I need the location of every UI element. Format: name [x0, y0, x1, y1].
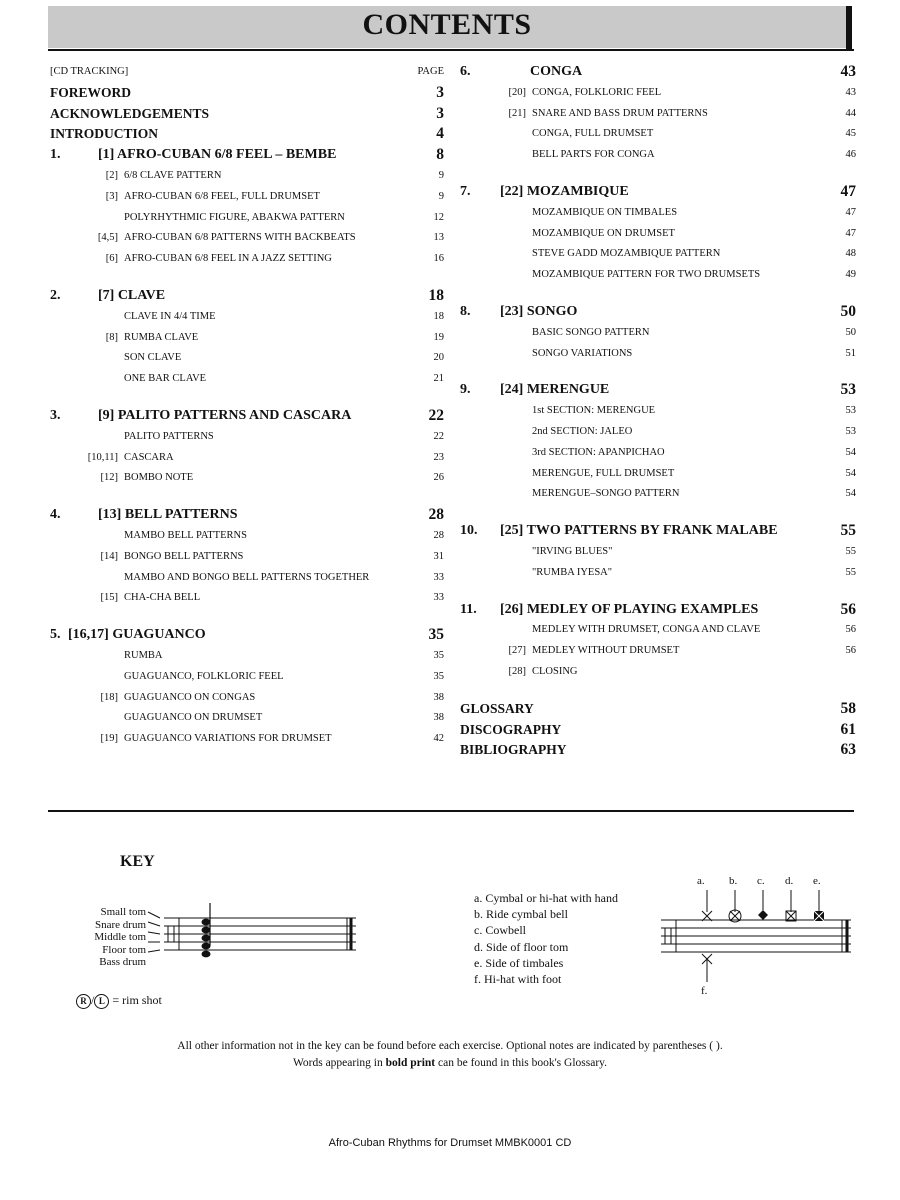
toc-sub-row [50, 249, 444, 270]
toc-sub-row [460, 422, 856, 443]
key-note-bold: bold print [385, 1057, 436, 1069]
section-title: GUAGUANCO ON CONGAS [124, 691, 256, 703]
page-number: 33 [433, 571, 444, 583]
cd-track-number: [15] [100, 592, 118, 604]
toc-chapter-row [460, 302, 856, 323]
key-note-text: can be found in this book's Glossary. [435, 1057, 608, 1069]
section-title: CLOSING [532, 665, 578, 677]
toc-sub-row [460, 145, 856, 166]
toc-sub-row [50, 667, 444, 688]
cd-tracking-label: [CD TRACKING] [50, 66, 129, 77]
toc-right-column [460, 62, 856, 761]
toc-sub-row [460, 224, 856, 245]
key-note-line [0, 1055, 900, 1072]
chapter-number: 2. [50, 287, 61, 303]
toc-chapter-row [460, 62, 856, 83]
drum-staff-key [146, 898, 361, 978]
toc-chapter-row [460, 600, 856, 621]
section-title: 1st SECTION: MERENGUE [532, 405, 656, 417]
toc-chapter-row [460, 521, 856, 542]
head-title: INTRODUCTION [50, 126, 159, 142]
drum-label: Middle tom [94, 931, 146, 943]
chapter-title: [26] MEDLEY OF PLAYING EXAMPLES [500, 601, 759, 617]
cymbal-legend [474, 890, 618, 987]
section-title: MERENGUE, FULL DRUMSET [532, 467, 675, 479]
chapter-title: CONGA [530, 64, 583, 79]
page-number: 63 [840, 741, 856, 759]
toc-sub-row [50, 187, 444, 208]
cd-track-number: [28] [508, 665, 526, 677]
toc-sub-row [460, 104, 856, 125]
section-title: RUMBA [124, 649, 163, 661]
key-note-line: All other information not in the key can be found before each exercise. Optional notes are indicated by parentheses ( ). [177, 1040, 723, 1052]
toc-sub-row [460, 662, 856, 683]
section-title: MAMBO BELL PATTERNS [124, 529, 247, 541]
key-title: KEY [120, 853, 155, 870]
toc-sub-row [50, 468, 444, 489]
section-title: BONGO BELL PATTERNS [124, 550, 244, 562]
page-number: 21 [433, 373, 444, 385]
toc-sub-row [460, 401, 856, 422]
section-title: AFRO-CUBAN 6/8 FEEL IN A JAZZ SETTING [124, 253, 332, 265]
chapter-title: [13] BELL PATTERNS [98, 507, 238, 523]
section-title: "IRVING BLUES" [532, 545, 613, 557]
cd-track-number: [19] [100, 733, 118, 745]
toc-sub-row [50, 307, 444, 328]
section-title: STEVE GADD MOZAMBIQUE PATTERN [532, 248, 721, 260]
chapter-title: [25] TWO PATTERNS BY FRANK MALABE [500, 523, 778, 539]
cd-track-number: [18] [100, 691, 118, 703]
page-number: 56 [845, 624, 856, 636]
section-title: GUAGUANCO VARIATIONS FOR DRUMSET [124, 733, 332, 745]
section-title: CHA-CHA BELL [124, 592, 201, 604]
chapter-title: [22] MOZAMBIQUE [500, 183, 629, 199]
chapter-title: [16,17] GUAGUANCO [68, 627, 206, 643]
section-title: SONGO VARIATIONS [532, 347, 633, 359]
toc-sub-row [50, 208, 444, 229]
toc-sub-row [460, 265, 856, 286]
rim-shot-key: R / L = rim shot [76, 993, 162, 1009]
cd-track-number: [27] [508, 645, 526, 657]
footer-text: Afro-Cuban Rhythms for Drumset MMBK0001 CD [328, 1137, 572, 1149]
cd-track-number: [3] [105, 190, 118, 202]
section-title: GUAGUANCO ON DRUMSET [124, 712, 263, 724]
page-column-label: PAGE [417, 66, 444, 77]
legend-item: b. Ride cymbal bell [474, 907, 568, 922]
toc-head-row [50, 83, 444, 104]
toc-sub-row [50, 729, 444, 750]
toc-chapter-row [50, 406, 444, 427]
staff-letter: a. [697, 875, 705, 887]
section-title: CONGA, FULL DRUMSET [532, 128, 654, 140]
page-number: 16 [433, 253, 444, 265]
page-number: 38 [433, 712, 444, 724]
page-number: 47 [840, 182, 856, 200]
section-title: MAMBO AND BONGO BELL PATTERNS TOGETHER [124, 571, 370, 583]
page-number: 3 [436, 104, 444, 122]
toc-chapter-row [50, 505, 444, 526]
drum-label: Small tom [100, 906, 146, 918]
head-title: BIBLIOGRAPHY [460, 742, 567, 758]
toc-sub-row [460, 620, 856, 641]
section-title: MOZAMBIQUE PATTERN FOR TWO DRUMSETS [532, 269, 761, 281]
section-title: BELL PARTS FOR CONGA [532, 149, 655, 161]
chapter-title: [7] CLAVE [98, 287, 166, 303]
page-number: 56 [840, 600, 856, 618]
chapter-title: [23] SONGO [500, 303, 578, 319]
page-number: 31 [433, 550, 444, 562]
toc-sub-row [50, 166, 444, 187]
page-number: 55 [840, 522, 856, 540]
legend-item: d. Side of floor tom [474, 939, 569, 954]
page-number: 61 [840, 720, 856, 738]
page-number: 55 [845, 545, 856, 557]
page-number: 35 [433, 649, 444, 661]
head-title: ACKNOWLEDGEMENTS [50, 105, 210, 121]
page-number: 9 [438, 169, 444, 181]
toc-chapter-row [50, 625, 444, 646]
section-title: MERENGUE–SONGO PATTERN [532, 488, 680, 500]
staff-letter: c. [757, 875, 765, 887]
toc-sub-row [460, 484, 856, 505]
page-number: 54 [845, 467, 856, 479]
drum-label: Snare drum [94, 918, 146, 931]
toc-sub-row [50, 708, 444, 729]
chapter-title: [9] PALITO PATTERNS AND CASCARA [98, 407, 352, 423]
page-number: 47 [845, 227, 856, 239]
chapter-number: 9. [460, 382, 471, 398]
rim-shot-right-symbol: R [76, 994, 91, 1009]
page-number: 53 [845, 405, 856, 417]
rim-shot-left-symbol: L [94, 994, 109, 1009]
legend-item: c. Cowbell [474, 923, 526, 938]
toc-sub-row [50, 526, 444, 547]
page-number: 55 [845, 566, 856, 578]
toc-head-row [460, 740, 856, 761]
chapter-number: 7. [460, 183, 471, 199]
cd-track-number: [2] [105, 169, 118, 181]
page-title: CONTENTS [362, 8, 532, 41]
page-number: 42 [433, 733, 444, 745]
page-number: 28 [433, 529, 444, 541]
toc-head-row [50, 104, 444, 125]
page-number: 53 [840, 381, 856, 399]
page-number: 22 [433, 430, 444, 442]
drum-labels [72, 906, 146, 969]
section-title: CONGA, FOLKLORIC FEEL [532, 86, 662, 98]
legend-item: a. Cymbal or hi-hat with hand [474, 891, 618, 905]
page-number: 20 [433, 352, 444, 364]
staff-letter: b. [729, 875, 738, 887]
page-number: 58 [840, 699, 856, 717]
page-number: 50 [845, 326, 856, 338]
key-note-text: Words appearing in [292, 1057, 386, 1069]
page-number: 8 [436, 146, 444, 164]
rim-shot-label: = rim shot [109, 993, 162, 1007]
page-number: 43 [845, 86, 856, 98]
section-title: 6/8 CLAVE PATTERN [124, 169, 222, 181]
page-number: 43 [840, 63, 856, 80]
toc-sub-row [50, 547, 444, 568]
toc-sub-row [50, 448, 444, 469]
toc-chapter-row [50, 286, 444, 307]
chapter-number: 10. [460, 523, 478, 539]
toc-sub-row [50, 369, 444, 390]
page-number: 38 [433, 691, 444, 703]
section-title: MOZAMBIQUE ON DRUMSET [532, 227, 675, 239]
page-number: 26 [433, 472, 444, 484]
section-title: GUAGUANCO, FOLKLORIC FEEL [124, 670, 284, 682]
toc-sub-row [460, 203, 856, 224]
toc-chapter-row [460, 182, 856, 203]
toc-sub-row [460, 464, 856, 485]
section-title: PALITO PATTERNS [124, 430, 214, 442]
page-number: 45 [845, 128, 856, 140]
toc-sub-row [50, 228, 444, 249]
staff-letter: e. [813, 875, 821, 887]
section-title: 3rd SECTION: APANPICHAO [532, 446, 665, 458]
head-title: GLOSSARY [460, 700, 534, 716]
page-number: 35 [428, 626, 444, 644]
section-divider [48, 810, 854, 812]
staff-letter: d. [785, 875, 794, 887]
head-title: DISCOGRAPHY [460, 721, 562, 737]
page-number: 12 [433, 211, 444, 223]
page-number: 47 [845, 206, 856, 218]
toc-chapter-row [460, 380, 856, 401]
section-title: BASIC SONGO PATTERN [532, 326, 650, 338]
page-number: 22 [428, 406, 444, 424]
cd-track-number: [8] [105, 331, 118, 343]
key-notes [0, 1038, 900, 1072]
section-title: CLAVE IN 4/4 TIME [124, 310, 216, 322]
chapter-number: 6. [460, 64, 471, 79]
page-number: 51 [845, 347, 856, 359]
cd-track-number: [20] [508, 86, 526, 98]
head-title: FOREWORD [50, 84, 131, 100]
cd-track-number: [10,11] [87, 451, 118, 463]
cd-track-number: [21] [508, 107, 526, 119]
page-number: 35 [433, 670, 444, 682]
page-number: 4 [436, 125, 444, 143]
legend-item: f. Hi-hat with foot [474, 972, 562, 987]
toc-sub-row [460, 443, 856, 464]
toc-sub-row [460, 244, 856, 265]
page-number: 50 [840, 302, 856, 320]
toc-sub-row [460, 563, 856, 584]
chapter-title: [24] MERENGUE [500, 382, 610, 398]
cd-track-number: [12] [100, 472, 118, 484]
page-number: 56 [845, 645, 856, 657]
chapter-number: 5. [50, 627, 61, 643]
cd-track-number: [6] [105, 253, 118, 265]
toc-sub-row [460, 344, 856, 365]
section-title: AFRO-CUBAN 6/8 FEEL, FULL DRUMSET [124, 190, 320, 202]
page-number: 13 [433, 232, 444, 244]
section-title: MEDLEY WITH DRUMSET, CONGA AND CLAVE [532, 624, 761, 636]
chapter-number: 4. [50, 507, 61, 523]
page-number: 53 [845, 425, 856, 437]
section-title: SNARE AND BASS DRUM PATTERNS [532, 107, 708, 119]
chapter-number: 8. [460, 303, 471, 319]
page-number: 33 [433, 592, 444, 604]
page-number: 18 [433, 310, 444, 322]
toc-left-column [50, 62, 444, 750]
page-number: 19 [433, 331, 444, 343]
toc-sub-row [460, 83, 856, 104]
toc-sub-row [460, 641, 856, 662]
toc-chapter-row [50, 145, 444, 166]
drum-label: Floor tom [102, 943, 146, 956]
toc-sub-row [50, 328, 444, 349]
toc-sub-row [50, 427, 444, 448]
section-title: MEDLEY WITHOUT DRUMSET [532, 645, 680, 657]
page-number: 3 [436, 83, 444, 101]
cd-track-number: [4,5] [97, 232, 118, 244]
chapter-number: 3. [50, 407, 61, 423]
page-number: 18 [428, 286, 444, 304]
section-title: POLYRHYTHMIC FIGURE, ABAKWA PATTERN [124, 211, 345, 223]
toc-head-row [460, 720, 856, 741]
staff-letter: f. [701, 985, 708, 997]
section-title: "RUMBA IYESA" [532, 566, 613, 578]
toc-sub-row [460, 542, 856, 563]
legend-item: e. Side of timbales [474, 955, 564, 970]
page-number: 28 [428, 506, 444, 524]
toc-sub-row [460, 323, 856, 344]
section-title: CASCARA [124, 451, 174, 463]
section-title: 2nd SECTION: JALEO [532, 425, 633, 437]
page-number: 54 [845, 446, 856, 458]
toc-sub-row [50, 568, 444, 589]
page-number: 49 [845, 269, 856, 281]
cd-track-number: [14] [100, 550, 118, 562]
toc-column-labels [50, 62, 444, 83]
chapter-number: 11. [460, 601, 477, 617]
toc-sub-row [50, 688, 444, 709]
section-title: ONE BAR CLAVE [124, 373, 207, 385]
section-title: MOZAMBIQUE ON TIMBALES [532, 206, 678, 218]
chapter-number: 1. [50, 147, 61, 163]
page-number: 54 [845, 488, 856, 500]
page-number: 9 [438, 190, 444, 202]
toc-sub-row [50, 348, 444, 369]
toc-head-row [50, 124, 444, 145]
cymbal-staff-key [655, 870, 855, 1000]
toc-head-row [460, 699, 856, 720]
chapter-title: [1] AFRO-CUBAN 6/8 FEEL – BEMBE [98, 147, 337, 163]
page-number: 48 [845, 248, 856, 260]
toc-sub-row [460, 124, 856, 145]
drum-label: Bass drum [99, 956, 146, 968]
page-number: 44 [845, 107, 856, 119]
header-rule [48, 49, 854, 51]
toc-sub-row [50, 646, 444, 667]
page-number: 23 [433, 451, 444, 463]
section-title: RUMBA CLAVE [124, 331, 199, 343]
section-title: SON CLAVE [124, 352, 182, 364]
section-title: AFRO-CUBAN 6/8 PATTERNS WITH BACKBEATS [124, 232, 356, 244]
section-title: BOMBO NOTE [124, 472, 194, 484]
page-number: 46 [845, 149, 856, 161]
toc-sub-row [50, 588, 444, 609]
